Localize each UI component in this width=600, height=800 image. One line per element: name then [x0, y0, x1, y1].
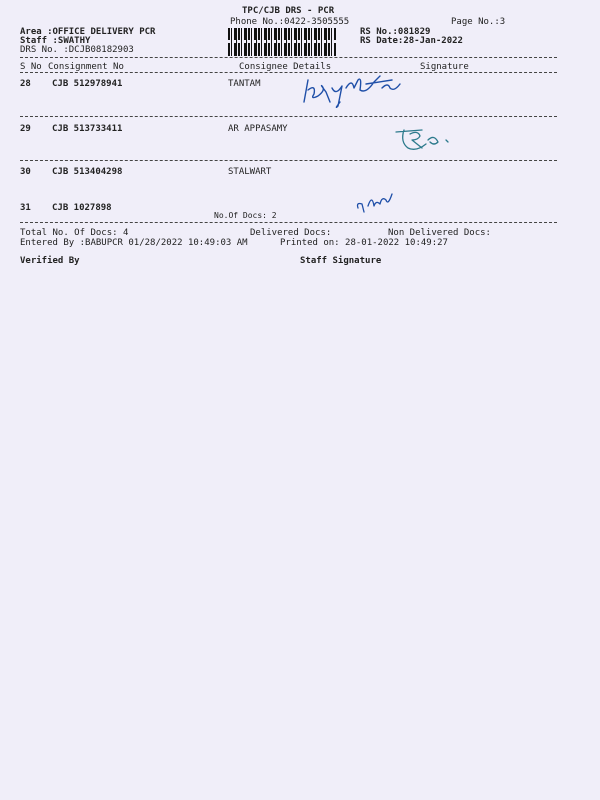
- staff-signature: Staff Signature: [300, 256, 382, 266]
- row-28-consignee: TANTAM: [228, 79, 261, 89]
- column-header-divider: [20, 72, 557, 73]
- rs-date: RS Date:28-Jan-2022: [360, 36, 463, 46]
- row-30-consignee: STALWART: [228, 167, 272, 177]
- no-of-docs: No.Of Docs: 2: [214, 211, 277, 220]
- row-29-sno: 29: [20, 124, 31, 134]
- drs-number: DRS No. :DCJB08182903: [20, 45, 134, 55]
- row-31-consignment: CJB 1027898: [52, 203, 112, 213]
- row-31-signature: [352, 186, 400, 218]
- non-delivered-docs: Non Delivered Docs:: [388, 228, 491, 238]
- phone-number: Phone No.:0422-3505555: [230, 17, 350, 27]
- verified-by: Verified By: [20, 256, 80, 266]
- header-divider: [20, 57, 557, 58]
- col-header-consignment: Consignment No: [48, 62, 124, 72]
- rs-number: RS No.:081829: [360, 27, 431, 37]
- row-28-signature: [296, 66, 408, 112]
- row-divider-2: [20, 160, 557, 161]
- row-29-signature: [392, 122, 472, 156]
- row-29-consignee: AR APPASAMY: [228, 124, 288, 134]
- barcode: [228, 28, 336, 56]
- col-header-consignee: Consignee Details: [239, 62, 332, 72]
- entered-by: Entered By :BABUPCR 01/28/2022 10:49:03 AM: [20, 238, 248, 248]
- printed-on: Printed on: 28-01-2022 10:49:27: [280, 238, 448, 248]
- document-title: TPC/CJB DRS - PCR: [242, 6, 335, 16]
- row-30-sno: 30: [20, 167, 31, 177]
- row-30-consignment: CJB 513404298: [52, 167, 123, 177]
- row-31-sno: 31: [20, 203, 31, 213]
- delivered-docs: Delivered Docs:: [250, 228, 332, 238]
- row-divider-1: [20, 116, 557, 117]
- row-29-consignment: CJB 513733411: [52, 124, 123, 134]
- total-docs: Total No. Of Docs: 4: [20, 228, 129, 238]
- col-header-signature: Signature: [420, 62, 469, 72]
- row-28-consignment: CJB 512978941: [52, 79, 123, 89]
- row-28-sno: 28: [20, 79, 31, 89]
- area-label: Area :OFFICE DELIVERY PCR: [20, 27, 156, 37]
- staff-label: Staff :SWATHY: [20, 36, 91, 46]
- summary-divider: [20, 222, 557, 223]
- col-header-sno: S No: [20, 62, 42, 72]
- page-number: Page No.:3: [451, 17, 506, 27]
